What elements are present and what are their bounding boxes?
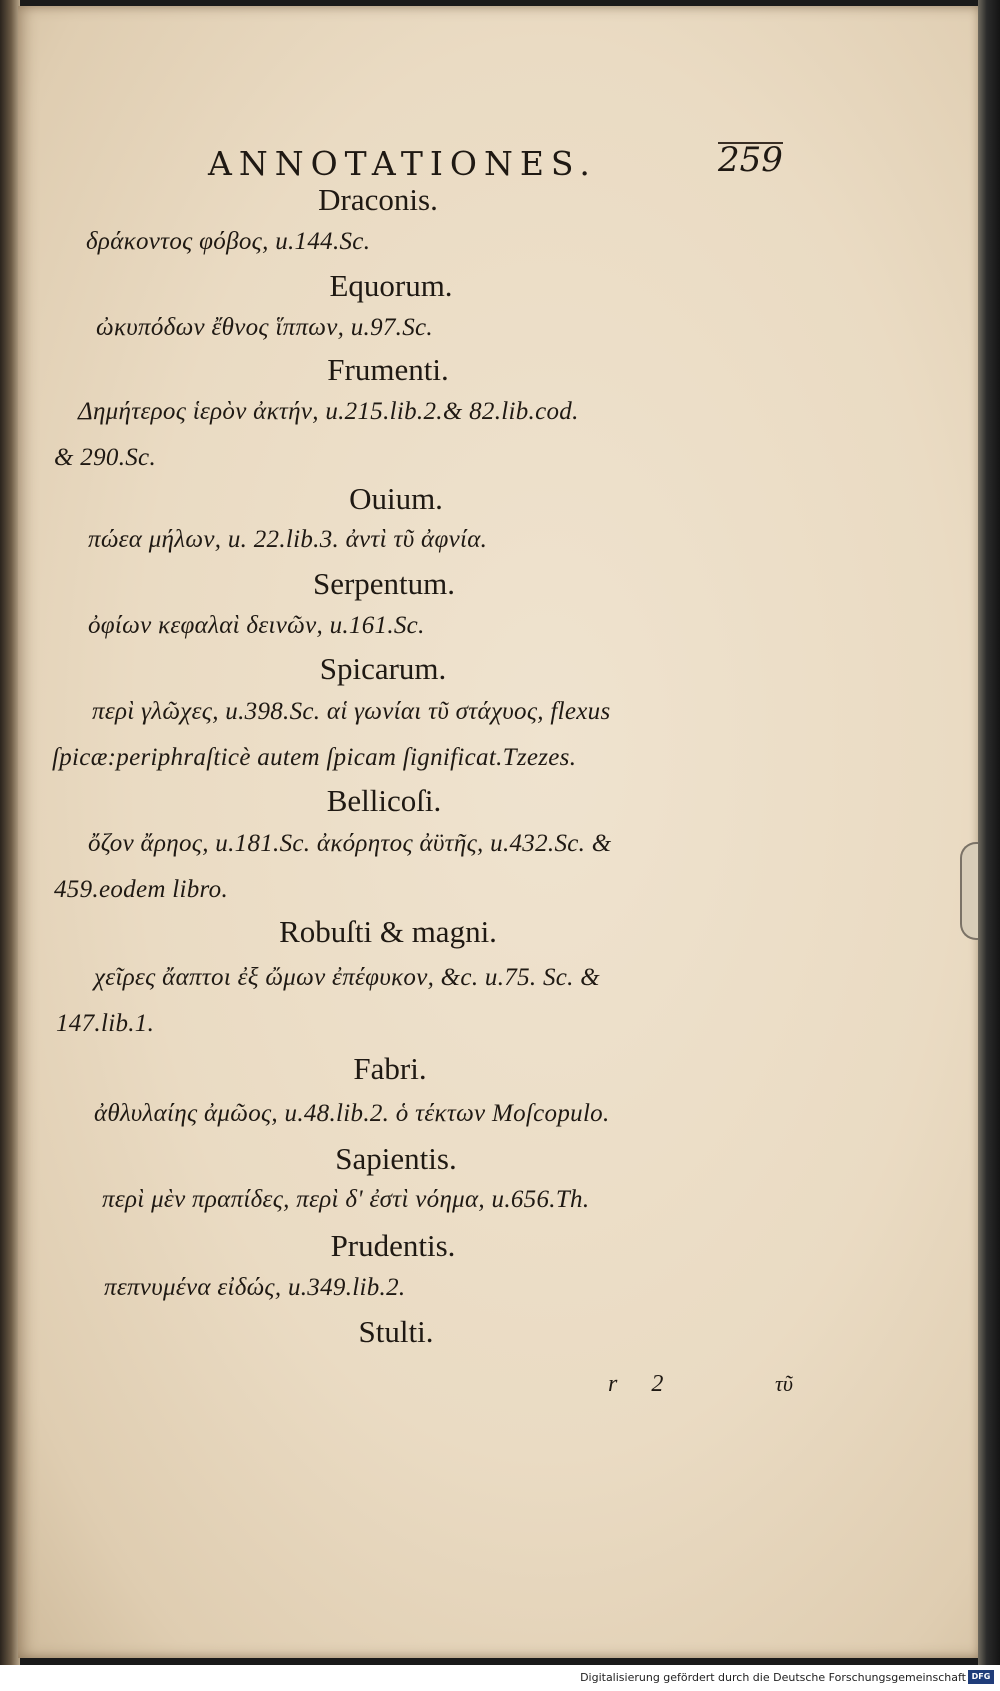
entry-line: ὀφίων κεφαλαὶ δεινῶν, u.161.Sc. — [88, 612, 425, 639]
catchword: τῦ — [775, 1371, 793, 1396]
funding-credit: Digitalisierung gefördert durch die Deutsche Forschungsgemeinschaft — [580, 1671, 966, 1684]
entry-line: ὠκυπόδων ἔθνος ἵππων, u.97.Sc. — [96, 314, 433, 341]
entry-heading: Equorum. — [329, 268, 453, 303]
entry-heading: Prudentis. — [330, 1228, 456, 1263]
entry-line: πεπνυμένα εἰδώς, u.349.lib.2. — [104, 1274, 406, 1301]
dfg-logo: DFG — [968, 1670, 994, 1684]
entry-heading: Stulti. — [358, 1314, 434, 1349]
entry-heading: Frumenti. — [327, 352, 449, 387]
entry-line: ſpicæ:periphraſticè autem ſpicam ſignificat.Tzezes. — [52, 744, 577, 771]
signature-mark: r 2 — [608, 1371, 664, 1397]
entry-heading: Bellicoſi. — [326, 783, 442, 818]
entry-line: περὶ μὲν πραπίδες, περὶ δ' ἐστὶ νόημα, u.656.Th. — [102, 1186, 590, 1213]
adjacent-page-edge — [0, 0, 20, 1665]
entry-heading: Spicarum. — [319, 651, 447, 686]
entry-heading: Serpentum. — [312, 566, 456, 601]
page-number: 259 — [718, 140, 783, 180]
entry-line: 459.eodem libro. — [54, 876, 228, 903]
entry-line: & 290.Sc. — [54, 444, 156, 471]
entry-line: ἀθλυλαίης ἀμῶος, u.48.lib.2. ὁ τέκτων Moſcopulo. — [94, 1100, 610, 1127]
book-page — [18, 6, 980, 1658]
entry-line: ὄζον ἄρηος, u.181.Sc. ἀκόρητος ἀϋτῆς, u.432.Sc. & — [88, 830, 612, 857]
entry-line: πώεα μήλων, u. 22.lib.3. ἀντὶ τῦ ἀφνία. — [88, 526, 488, 553]
entry-line: 147.lib.1. — [56, 1010, 155, 1037]
entry-line: χεῖρες ἄαπτοι ἐξ ὤμων ἐπέφυκον, &c. u.75. Sc. & — [94, 964, 601, 991]
entry-line: Δημήτερος ἱερὸν ἀκτήν, u.215.lib.2.& 82.lib.cod. — [78, 398, 579, 425]
entry-heading: Sapientis. — [335, 1141, 457, 1176]
scanner-edge — [978, 0, 1000, 1665]
entry-heading: Robuſti & magni. — [279, 914, 497, 949]
running-head: ANNOTATIONES. — [208, 144, 597, 183]
entry-heading: Ouium. — [349, 481, 443, 516]
entry-heading: Fabri. — [353, 1051, 427, 1086]
entry-heading: Draconis. — [318, 182, 438, 217]
entry-line: δράκοντος φόβος, u.144.Sc. — [86, 228, 371, 255]
entry-line: περὶ γλῶχες, u.398.Sc. αἱ γωνίαι τῦ στάχυος, flexus — [92, 698, 611, 725]
